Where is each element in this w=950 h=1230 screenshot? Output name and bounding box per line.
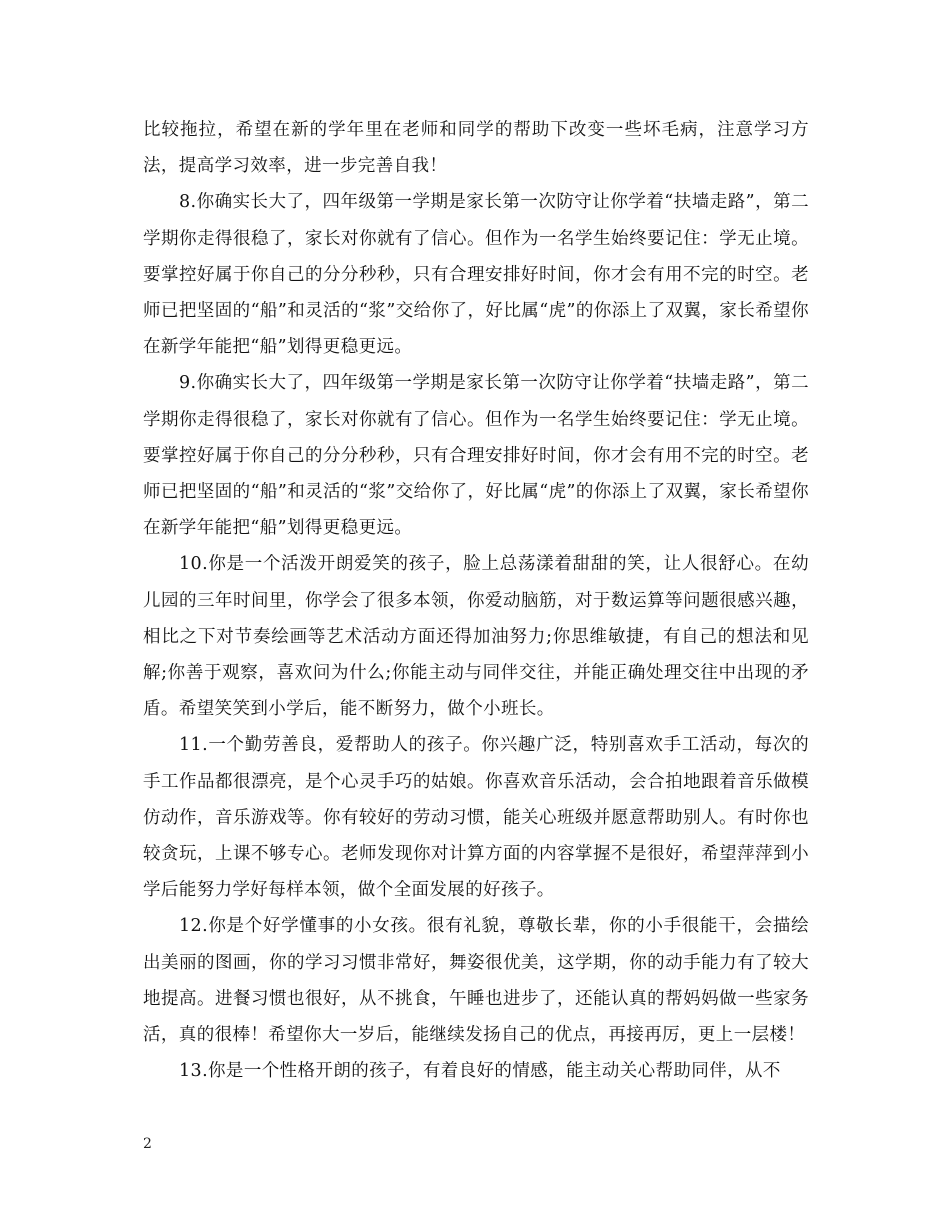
- paragraph-continuation: 比较拖拉，希望在新的学年里在老师和同学的帮助下改变一些坏毛病，注意学习方法，提高学习效率，进一步完善自我！: [143, 120, 809, 177]
- paragraph-item-11: 11.一个勤劳善良，爱帮助人的孩子。你兴趣广泛，特别喜欢手工活动，每次的手工作品都很漂亮，是个心灵手巧的姑娘。你喜欢音乐活动，会合拍地跟着音乐做模仿动作，音乐游戏等。你有较好的劳动习惯，能关心班级并愿意帮助别人。有时你也较贪玩，上课不够专心。老师发现你对计算方面的内容掌握不是很好，希望萍萍到小学后能努力学好每样本领，做个全面发展的好孩子。: [143, 735, 809, 901]
- paragraph-item-9: 9.你确实长大了，四年级第一学期是家长第一次防守让你学着“扶墙走路”，第二学期你走得很稳了，家长对你就有了信心。但作为一名学生始终要记住：学无止境。要掌控好属于你自己的分分秒秒，只有合理安排好时间，你才会有用不完的时空。老师已把坚固的“船”和灵活的“浆”交给你了，好比属“虎”的你添上了双翼，家长希望你在新学年能把“船”划得更稳更远。: [143, 373, 809, 539]
- paragraph-item-12: 12.你是个好学懂事的小女孩。很有礼貌，尊敬长辈，你的小手很能干，会描绘出美丽的图画，你的学习习惯非常好，舞姿很优美，这学期，你的动手能力有了较大地提高。进餐习惯也很好，从不挑食，午睡也进步了，还能认真的帮妈妈做一些家务活，真的很棒！希望你大一岁后，能继续发扬自己的优点，再接再厉，更上一层楼！: [143, 916, 809, 1046]
- paragraph-item-13: 13.你是一个性格开朗的孩子，有着良好的情感，能主动关心帮助同伴，从不: [179, 1061, 781, 1082]
- page-number: 2: [143, 1136, 152, 1152]
- document-body: [143, 112, 809, 1089]
- paragraph-item-10: 10.你是一个活泼开朗爱笑的孩子，脸上总荡漾着甜甜的笑，让人很舒心。在幼儿园的三年时间里，你学会了很多本领，你爱动脑筋，对于数运算等问题很感兴趣，相比之下对节奏绘画等艺术活动方面还得加油努力;你思维敏捷，有自己的想法和见解;你善于观察，喜欢问为什么;你能主动与同伴交往，并能正确处理交往中出现的矛盾。希望笑笑到小学后，能不断努力，做个小班长。: [143, 554, 809, 720]
- paragraph-item-8: 8.你确实长大了，四年级第一学期是家长第一次防守让你学着“扶墙走路”，第二学期你走得很稳了，家长对你就有了信心。但作为一名学生始终要记住：学无止境。要掌控好属于你自己的分分秒秒，只有合理安排好时间，你才会有用不完的时空。老师已把坚固的“船”和灵活的“浆”交给你了，好比属“虎”的你添上了双翼，家长希望你在新学年能把“船”划得更稳更远。: [143, 192, 809, 358]
